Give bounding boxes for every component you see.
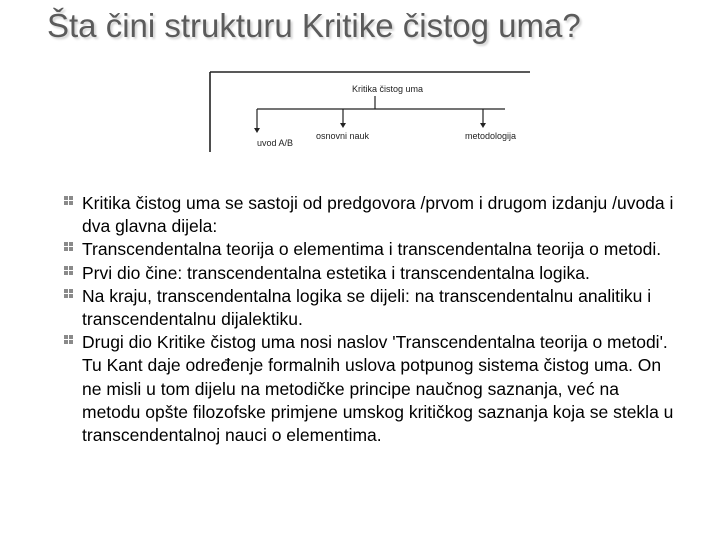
diagram-root-label: Kritika čistog uma <box>352 84 424 94</box>
diagram-branch-label-3: metodologija <box>465 131 517 141</box>
diagram-branch-label-2: osnovni nauk <box>316 131 370 141</box>
diagram-branch-label-1: uvod A/B <box>257 138 294 148</box>
bullet-item <box>64 331 679 447</box>
bullet-marker-icon <box>64 334 76 346</box>
bullet-marker-icon <box>64 195 76 207</box>
slide-title: Šta čini strukturu Kritike čistog uma? <box>47 7 581 44</box>
bullet-marker-icon <box>64 241 76 253</box>
bullet-item <box>64 238 679 261</box>
bullet-marker-icon <box>64 288 76 300</box>
structure-diagram <box>205 68 535 154</box>
bullet-text: Prvi dio čine: transcendentalna estetika i transcendentalna logika. <box>82 262 590 283</box>
bullet-text: Drugi dio Kritike čistog uma nosi naslov 'Transcendentalna teorija o metodi'. Tu Kant daje određenje formalnih uslova potpunog sistema čistog uma. On ne misli u tom dijelu na metodičke principe naučnog saznanja, već na metodu opšte filozofske primjene umskog kritičkog saznanja koja se stekla u transcendentalnoj nauci o elementima. <box>82 332 674 446</box>
diagram-arrowhead-1 <box>254 128 260 133</box>
bullet-item <box>64 285 679 331</box>
bullet-text: Kritika čistog uma se sastoji od predgovora /prvom i drugom izdanju /uvoda i dva glavna dijela: <box>82 193 674 237</box>
bullet-marker-icon <box>64 265 76 277</box>
diagram-arrowhead-2 <box>340 123 346 128</box>
bullet-text: Transcendentalna teorija o elementima i transcendentalna teorija o metodi. <box>82 239 662 260</box>
bullet-text: Na kraju, transcendentalna logika se dijeli: na transcendentalnu analitiku i transcendentalnu dijalektiku. <box>82 285 652 330</box>
bullet-item <box>64 192 679 238</box>
diagram-arrowhead-3 <box>480 123 486 128</box>
bullet-item <box>64 262 679 285</box>
bullet-list <box>64 192 679 447</box>
